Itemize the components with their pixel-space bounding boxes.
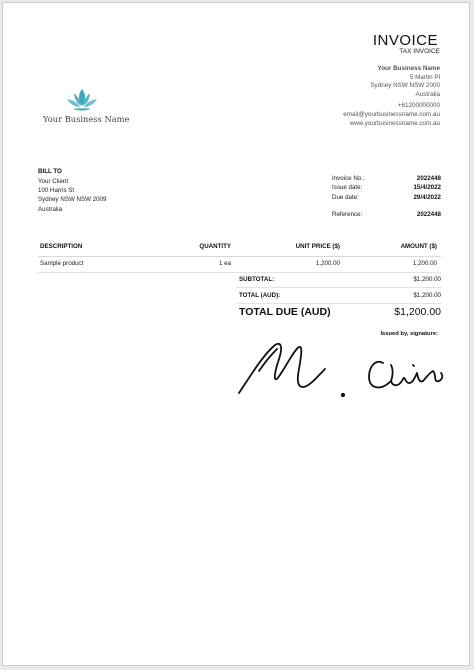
client-street: 100 Harris St <box>38 187 75 195</box>
issue-date-value: 15/4/2022 <box>413 184 441 192</box>
logo-text: Your Business Name <box>43 114 130 124</box>
lotus-icon <box>65 87 99 113</box>
total-due-label: TOTAL DUE (AUD) <box>239 306 331 318</box>
subtotal-label: SUBTOTAL: <box>239 276 275 283</box>
business-email: email@yourbusinessname.com.au <box>343 111 440 119</box>
signature-image <box>233 335 447 409</box>
issue-date-row <box>332 184 441 193</box>
business-contact <box>343 101 440 129</box>
business-country: Australia <box>415 90 440 98</box>
invoice-no-row <box>332 175 441 184</box>
item-amount: 1,200.00 <box>412 260 437 267</box>
item-quantity: 1 ea <box>218 260 231 267</box>
invoice-no-value: 2022448 <box>416 175 441 182</box>
subtotal-row <box>237 272 441 288</box>
total-due-row <box>237 304 441 324</box>
bill-to-heading: BILL TO <box>38 168 62 175</box>
issue-date-label: Issue date: <box>332 184 363 192</box>
business-city: Sydney NSW NSW 2000 <box>370 82 440 90</box>
due-date-row <box>332 194 441 203</box>
invoice-page <box>2 2 470 666</box>
invoice-meta <box>332 175 441 221</box>
item-unit-price: 1,200.00 <box>315 260 340 267</box>
client-name: Your Client <box>38 178 69 185</box>
subtotal-value: $1,200.00 <box>413 276 441 283</box>
items-header <box>38 238 441 257</box>
invoice-title: INVOICE <box>372 32 438 49</box>
business-name: Your Business Name <box>377 65 440 72</box>
table-row <box>38 257 441 273</box>
total-row <box>237 288 441 304</box>
business-street: 5 Martin Pl <box>409 73 440 81</box>
client-city: Sydney NSW NSW 2009 <box>38 196 107 204</box>
client-country: Australia <box>38 205 63 213</box>
total-value: $1,200.00 <box>413 292 441 299</box>
reference-row <box>332 211 441 220</box>
total-label: TOTAL (AUD): <box>239 292 281 299</box>
bill-to-address <box>38 177 106 214</box>
signature-label: Issued by, signature: <box>380 331 438 337</box>
business-website: www.yourbusinessname.com.au <box>349 120 440 128</box>
due-date-value: 29/4/2022 <box>413 193 441 201</box>
due-date-label: Due date: <box>332 193 359 201</box>
description-header: DESCRIPTION <box>40 243 83 250</box>
quantity-header: QUANTITY <box>199 243 231 250</box>
item-description: Sample product <box>40 260 84 267</box>
business-address <box>370 65 440 99</box>
invoice-subtitle: TAX INVOICE <box>399 48 440 55</box>
business-phone: +61200000000 <box>397 102 440 109</box>
amount-header: AMOUNT ($) <box>400 243 437 250</box>
unit-price-header: UNIT PRICE ($) <box>295 243 340 250</box>
reference-value: 2022448 <box>416 211 441 219</box>
invoice-no-label: Invoice No.: <box>332 175 365 182</box>
reference-label: Reference: <box>332 211 363 219</box>
total-due-value: $1,200.00 <box>394 306 441 318</box>
